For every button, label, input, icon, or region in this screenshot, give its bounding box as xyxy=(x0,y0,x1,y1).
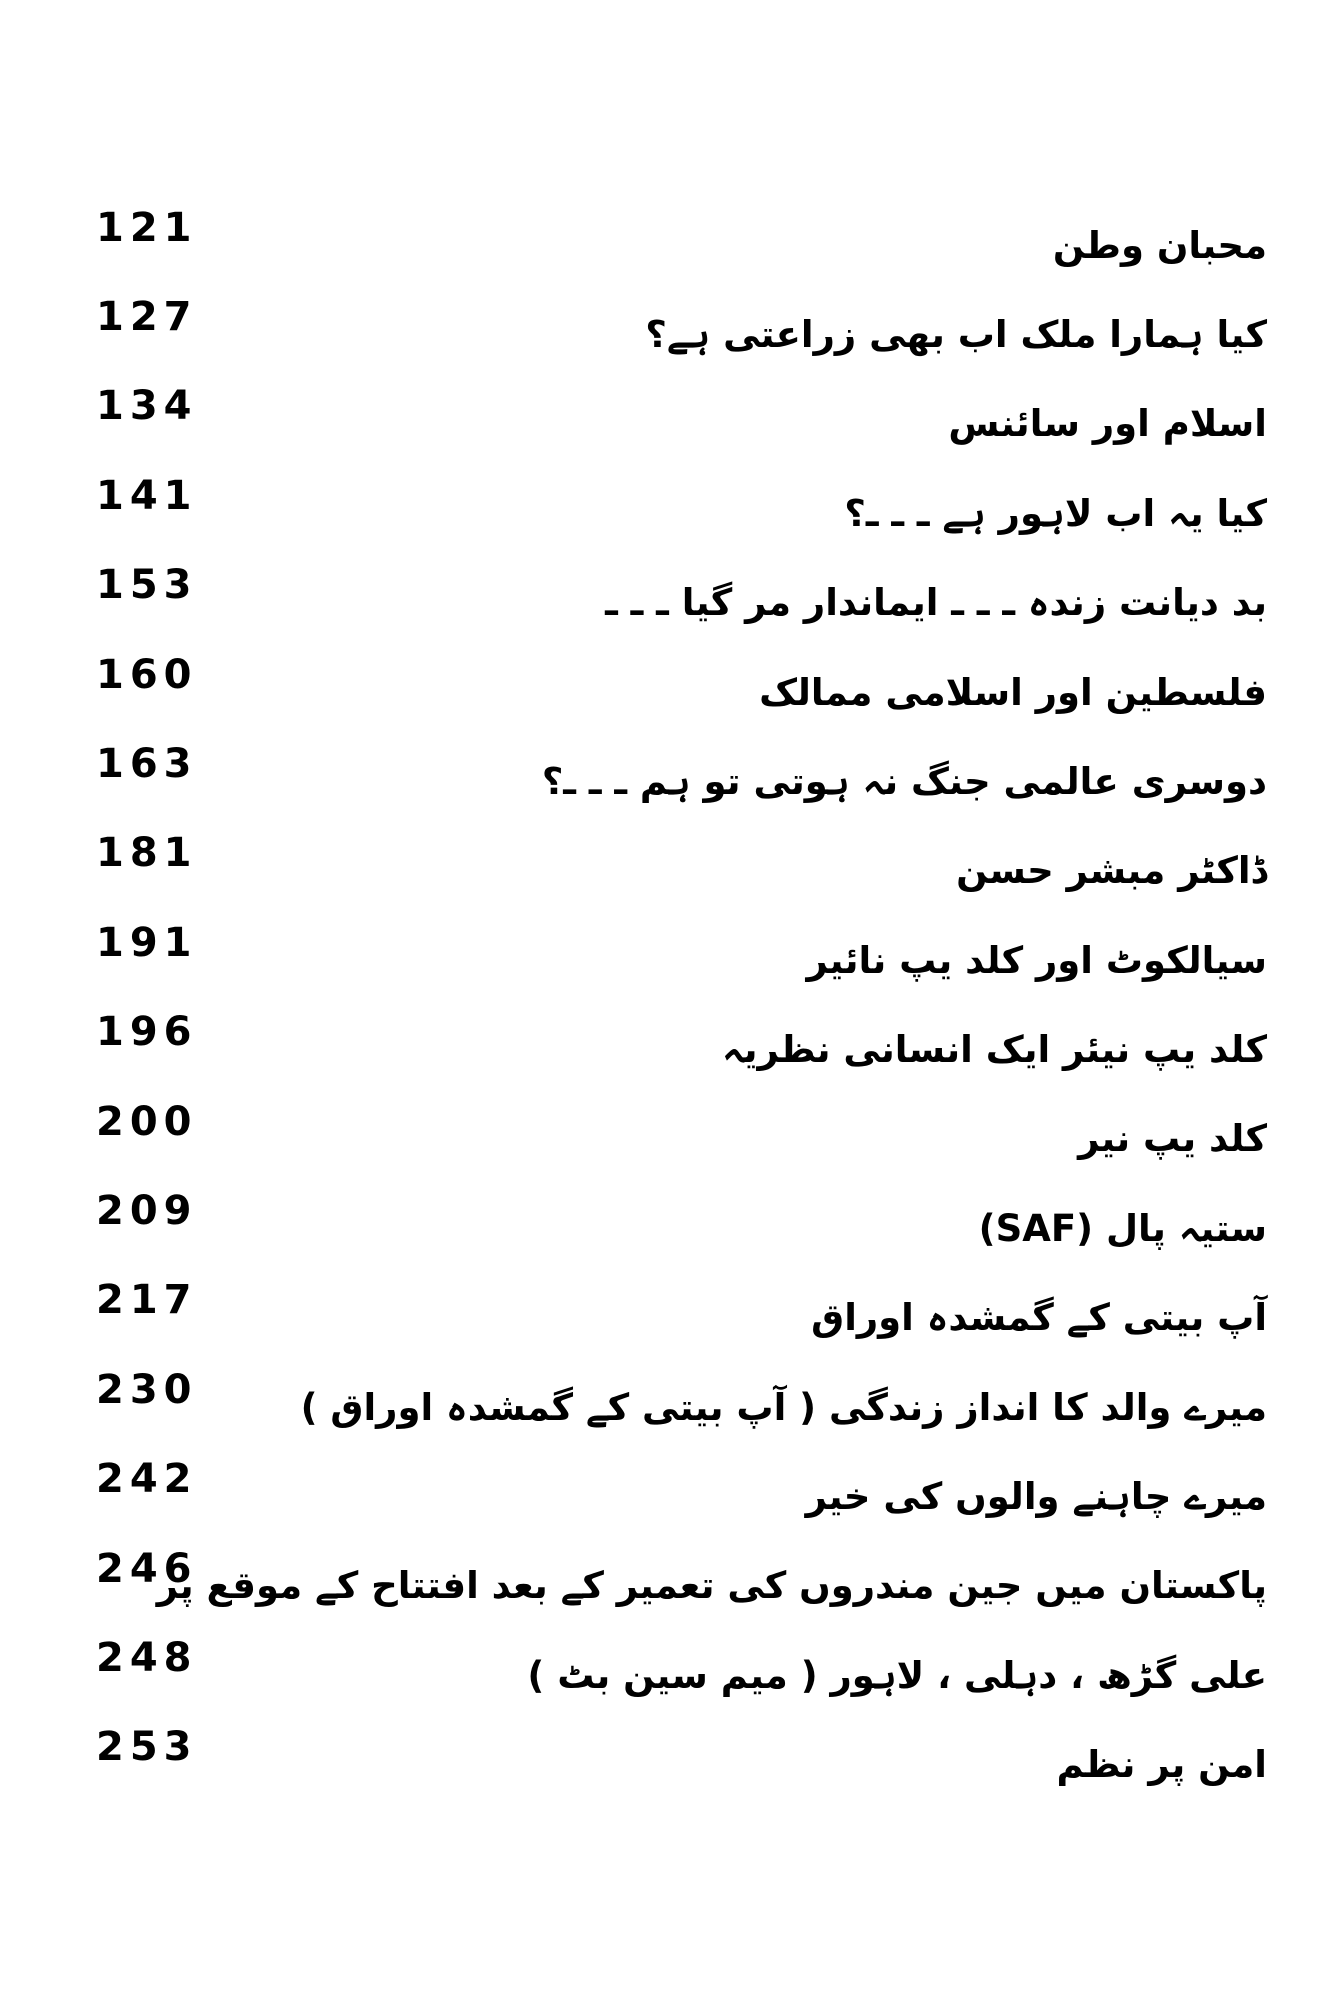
toc-page-number: 181 xyxy=(96,830,198,877)
toc-page-number: 153 xyxy=(96,562,198,609)
toc-row xyxy=(0,729,1342,818)
toc-page-number: 134 xyxy=(96,383,198,430)
toc-row xyxy=(0,193,1342,282)
toc-entry-title: محبان وطن xyxy=(1052,223,1267,267)
toc-entry-title: علی گڑھ ، دہلی ، لاہور ( میم سین بٹ ) xyxy=(527,1653,1267,1697)
toc-row xyxy=(0,461,1342,550)
toc-entry-title: بد دیانت زندہ ـ ـ ـ ایماندار مر گیا ـ ـ ـ xyxy=(605,581,1267,625)
toc-row xyxy=(0,819,1342,908)
toc-row xyxy=(0,1355,1342,1444)
toc-page-number: 200 xyxy=(96,1098,198,1145)
toc-entry-title: کلد یپ نیر xyxy=(1078,1117,1267,1161)
toc-entry-title: پاکستان میں جین مندروں کی تعمیر کے بعد افتتاح کے موقع پر xyxy=(156,1564,1267,1608)
toc-row xyxy=(0,1176,1342,1265)
toc-entry-title: فلسطین اور اسلامی ممالک xyxy=(759,670,1267,714)
toc-entry-title: ڈاکٹر مبشر حسن xyxy=(956,849,1267,893)
toc-page-number: 127 xyxy=(96,294,198,341)
table-of-contents xyxy=(0,193,1342,1802)
toc-entry-title: میرے چاہنے والوں کی خیر xyxy=(805,1475,1267,1519)
toc-page-number: 253 xyxy=(96,1724,198,1771)
toc-page-number: 230 xyxy=(96,1366,198,1413)
toc-row xyxy=(0,1534,1342,1623)
toc-entry-title: کلد یپ نیئر ایک انسانی نظریہ xyxy=(721,1028,1267,1072)
toc-page-number: 248 xyxy=(96,1634,198,1681)
toc-page-number: 242 xyxy=(96,1456,198,1503)
toc-row xyxy=(0,998,1342,1087)
toc-page-number: 160 xyxy=(96,651,198,698)
toc-row xyxy=(0,908,1342,997)
toc-entry-title: ستیہ پال (SAF) xyxy=(978,1206,1267,1250)
toc-page-number: 246 xyxy=(96,1545,198,1592)
toc-row xyxy=(0,282,1342,371)
toc-row xyxy=(0,1623,1342,1712)
toc-entry-title: آپ بیتی کے گمشدہ اوراق xyxy=(811,1296,1267,1340)
toc-row xyxy=(0,372,1342,461)
toc-entry-title: سیالکوٹ اور کلد یپ نائیر xyxy=(806,938,1267,982)
toc-row xyxy=(0,640,1342,729)
toc-entry-title: دوسری عالمی جنگ نہ ہوتی تو ہم ـ ـ ـ؟ xyxy=(541,759,1267,803)
toc-page-number: 121 xyxy=(96,204,198,251)
toc-entry-title: میرے والد کا انداز زندگی ( آپ بیتی کے گمشدہ اوراق ) xyxy=(300,1385,1267,1429)
toc-row xyxy=(0,1087,1342,1176)
toc-page-number: 217 xyxy=(96,1277,198,1324)
toc-entry-title: کیا ہمارا ملک اب بھی زراعتی ہے؟ xyxy=(645,312,1267,356)
toc-page-number: 191 xyxy=(96,919,198,966)
toc-row xyxy=(0,551,1342,640)
toc-page-number: 163 xyxy=(96,741,198,788)
toc-page-number: 209 xyxy=(96,1187,198,1234)
toc-entry-title: اسلام اور سائنس xyxy=(948,402,1267,446)
toc-row xyxy=(0,1266,1342,1355)
toc-row xyxy=(0,1444,1342,1533)
toc-row xyxy=(0,1713,1342,1802)
toc-entry-title: کیا یہ اب لاہور ہے ـ ـ ـ؟ xyxy=(844,491,1267,535)
toc-page-number: 141 xyxy=(96,472,198,519)
toc-entry-title: امن پر نظم xyxy=(1056,1743,1267,1787)
toc-page-number: 196 xyxy=(96,1009,198,1056)
